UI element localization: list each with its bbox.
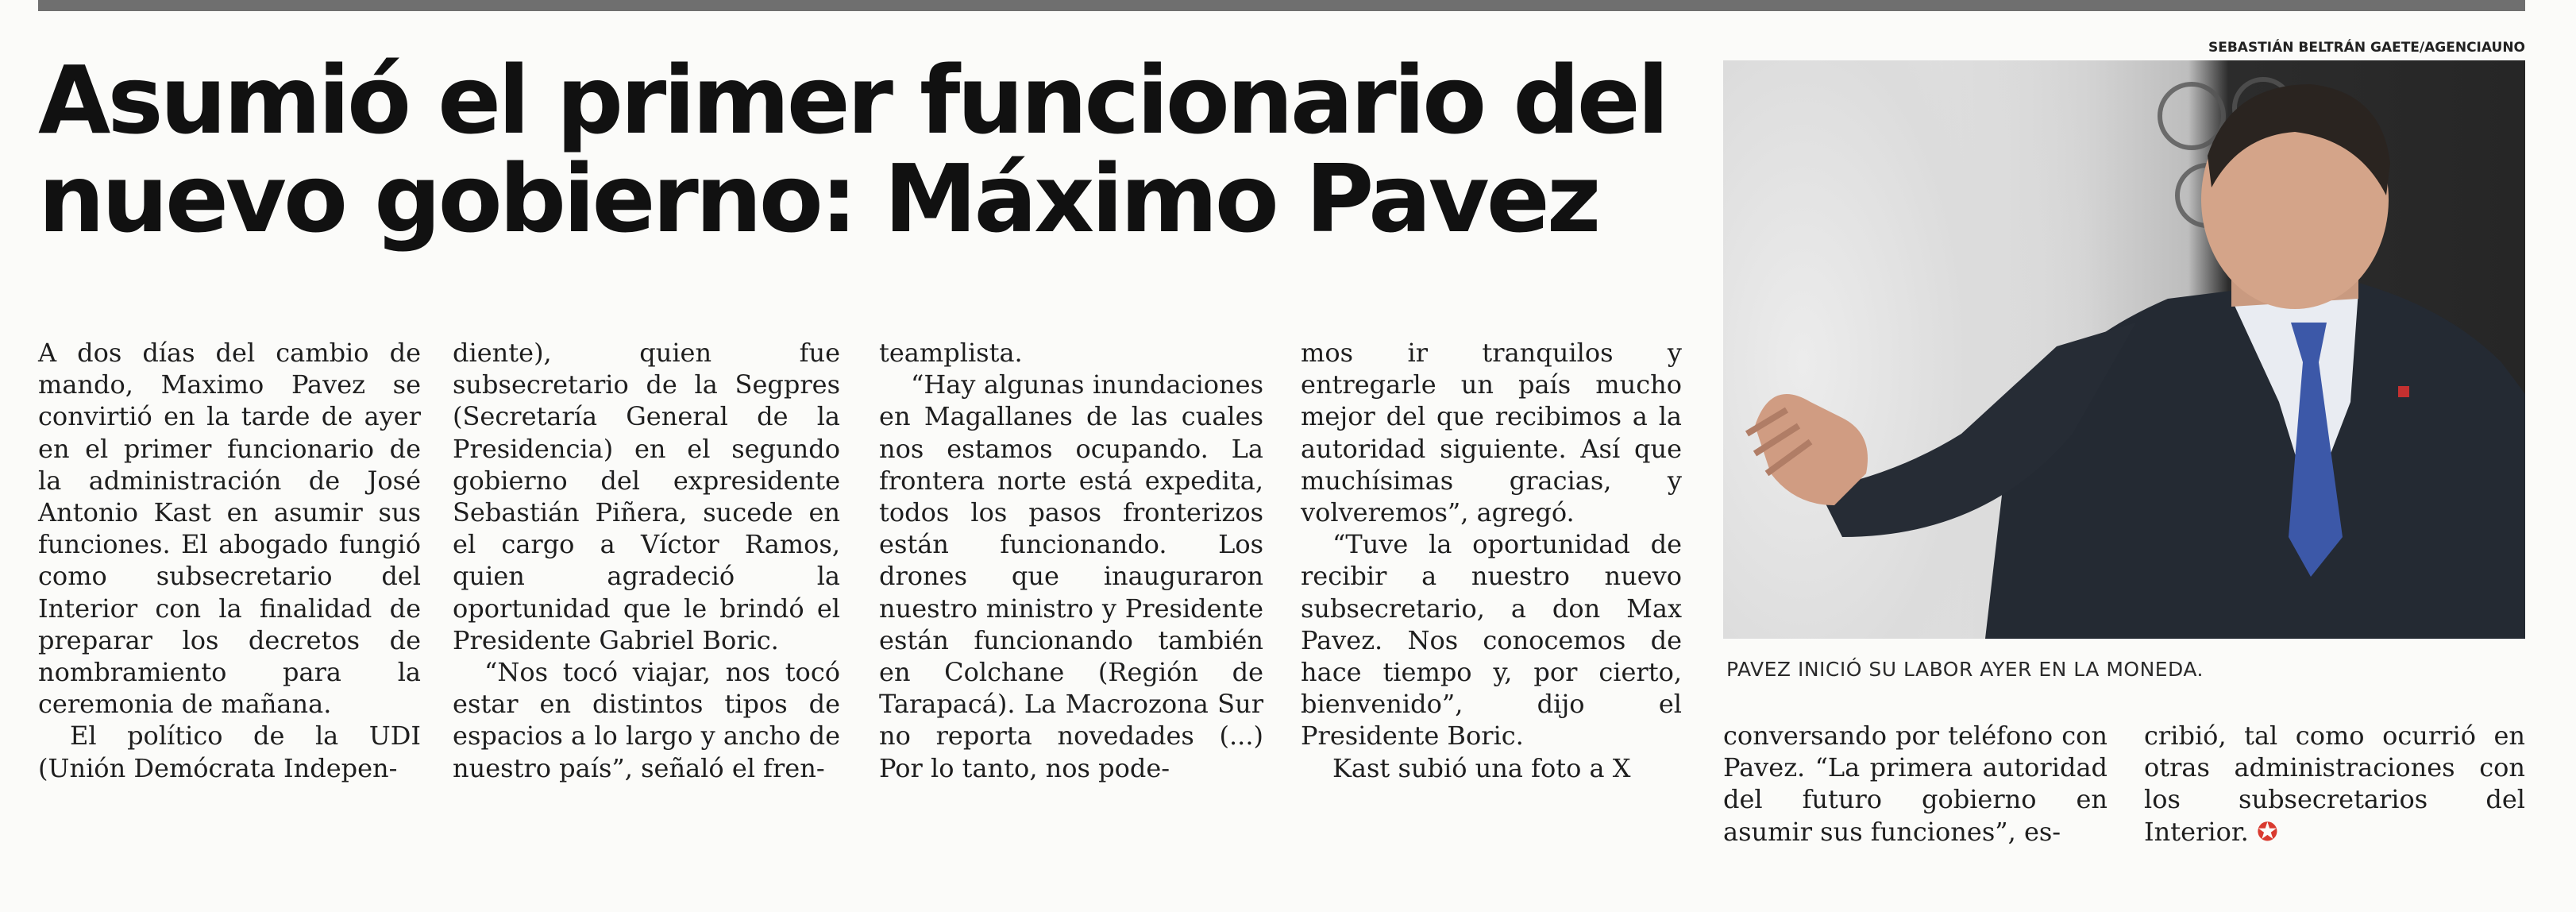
article-column-3 bbox=[879, 337, 1263, 784]
paragraph: diente), quien fue subsecretario de la Segpres (Secretaría General de la Presidencia) en el segundo gobierno del expresidente Sebastián Piñera, sucede en el cargo a Víctor Ramos, quien agradeció la oportunidad que le brindó el Presidente Gabriel Boric. bbox=[453, 338, 840, 655]
photo-caption: PAVEZ INICIÓ SU LABOR AYER EN LA MONEDA. bbox=[1726, 658, 2204, 681]
paragraph: “Tuve la oportunidad de recibir a nuestro nuevo subsecretario, a don Max Pavez. Nos conocemos de hace tiempo y, por cierto, bienvenido”, dijo el Presidente Boric. bbox=[1301, 529, 1682, 752]
article-column-2 bbox=[453, 337, 840, 784]
paragraph: teamplista. bbox=[879, 338, 1023, 368]
paragraph: Kast subió una foto a X bbox=[1332, 752, 1631, 783]
headline: Asumió el primer funcionario del nuevo gobierno: Máximo Pavez bbox=[38, 45, 1667, 253]
paragraph: El político de la UDI (Unión Demócrata Indepen- bbox=[38, 721, 421, 783]
paragraph: conversando por teléfono con Pavez. “La primera autoridad del futuro gobierno en asumir sus funciones”, es- bbox=[1723, 721, 2107, 847]
top-rule bbox=[38, 0, 2525, 11]
paragraph: A dos días del cambio de mando, Maximo Pavez se convirtió en la tarde de ayer en el primer funcionario de la administración de José Antonio Kast en asumir sus funciones. El abogado fungió como subsecretario del Interior con la finalidad de preparar los decretos de nombramiento para la ceremonia de mañana. bbox=[38, 338, 421, 720]
paragraph: “Hay algunas inundaciones en Magallanes de las cuales nos estamos ocupando. La frontera norte está expedita, todos los pasos fronterizos están funcionando. Los drones que inauguraron nuestro ministro y Presidente están funcionando también en Colchane (Región de Tarapacá). La Macrozona Sur no reporta novedades (...) Por lo tanto, nos pode- bbox=[879, 369, 1263, 783]
paragraph-text: cribió, tal como ocurrió en otras administraciones con los subsecretarios del Interior. bbox=[2144, 721, 2525, 847]
article-column-6 bbox=[2144, 720, 2525, 848]
article-photo bbox=[1723, 60, 2525, 639]
paragraph: mos ir tranquilos y entregarle un país mucho mejor del que recibimos a la autoridad siguiente. Así que muchísimas gracias, y volveremos”, agregó. bbox=[1301, 338, 1682, 528]
paragraph bbox=[2144, 720, 2525, 848]
article-column-4 bbox=[1301, 337, 1682, 784]
paragraph: “Nos tocó viajar, nos tocó estar en distintos tipos de espacios a lo largo y ancho de nuestro país”, señaló el fren- bbox=[453, 657, 840, 783]
person-illustration bbox=[1723, 60, 2525, 639]
photo-credit: SEBASTIÁN BELTRÁN GAETE/AGENCIAUNO bbox=[2208, 40, 2525, 56]
article-column-5 bbox=[1723, 720, 2107, 848]
end-mark-icon: ✪ bbox=[2256, 816, 2278, 847]
article-column-1 bbox=[38, 337, 421, 784]
